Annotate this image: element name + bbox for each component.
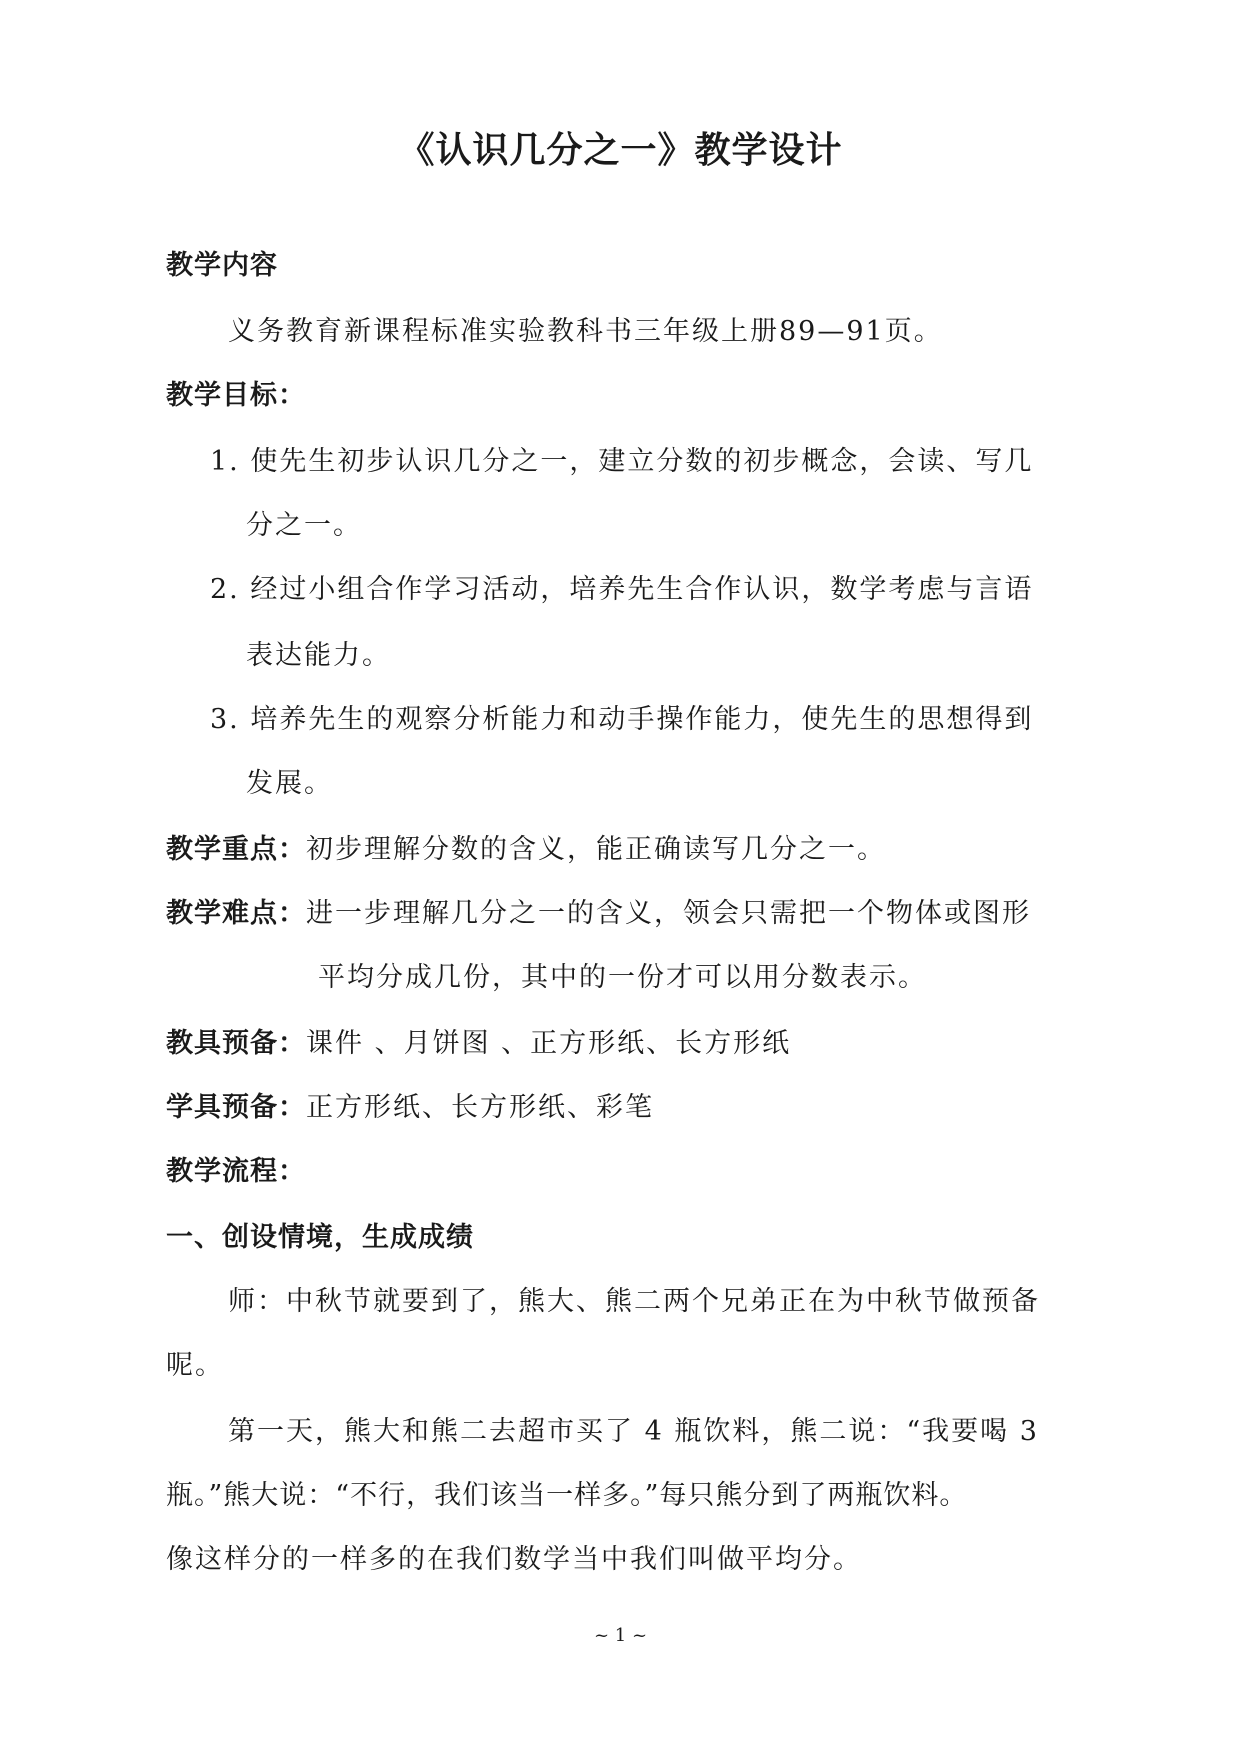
process-heading: 教学流程：	[166, 1156, 306, 1187]
difficulty-text-line1: 进一步理解几分之一的含义，领会只需把一个物体或图形	[306, 898, 1031, 929]
goal-item-2-line2: 表达能力。	[246, 640, 391, 671]
para1-line1: 师：中秋节就要到了，熊大、熊二两个兄弟正在为中秋节做预备	[228, 1286, 1040, 1317]
teacher-tools-text: 课件 、月饼图 、正方形纸、长方形纸	[306, 1028, 792, 1059]
content-text: 义务教育新课程标准实验教科书三年级上册89—91页。	[228, 316, 943, 347]
student-tools-label: 学具预备：	[166, 1092, 306, 1123]
para2-line1: 第一天，熊大和熊二去超市买了 4 瓶饮料，熊二说：“我要喝 3	[228, 1416, 1039, 1447]
teacher-tools-label: 教具预备：	[166, 1028, 306, 1059]
difficulty-label: 教学难点：	[166, 898, 306, 929]
key-point-row	[166, 832, 886, 868]
goal-item-3-line2: 发展。	[246, 768, 333, 799]
para2-line2: 瓶。”熊大说：“不行，我们该当一样多。”每只熊分到了两瓶饮料。	[166, 1480, 968, 1511]
para1-line2: 呢。	[166, 1350, 224, 1381]
page-number: ~ 1 ~	[593, 1625, 648, 1646]
key-point-label: 教学重点：	[166, 834, 306, 865]
goal-item-1-line1: 1. 使先生初步认识几分之一，建立分数的初步概念，会读、写几	[210, 446, 1034, 477]
section1-heading: 一、创设情境，生成成绩	[166, 1222, 474, 1253]
goals-heading: 教学目标：	[166, 380, 306, 411]
document-title: 《认识几分之一》教学设计	[398, 129, 843, 171]
key-point-text: 初步理解分数的含义，能正确读写几分之一。	[306, 834, 886, 865]
goal-item-2-line1: 2. 经过小组合作学习活动，培养先生合作认识，数学考虑与言语	[210, 574, 1034, 605]
para2-line3: 像这样分的一样多的在我们数学当中我们叫做平均分。	[166, 1544, 862, 1575]
goal-item-3-line1: 3. 培养先生的观察分析能力和动手操作能力，使先生的思想得到	[210, 704, 1034, 735]
goal-item-1-line2: 分之一。	[246, 510, 362, 541]
difficulty-row	[166, 896, 1031, 932]
teacher-tools-row	[166, 1026, 791, 1062]
content-heading: 教学内容	[166, 250, 278, 281]
student-tools-row	[166, 1090, 654, 1126]
student-tools-text: 正方形纸、长方形纸、彩笔	[306, 1092, 654, 1123]
difficulty-text-line2: 平均分成几份，其中的一份才可以用分数表示。	[318, 962, 927, 993]
